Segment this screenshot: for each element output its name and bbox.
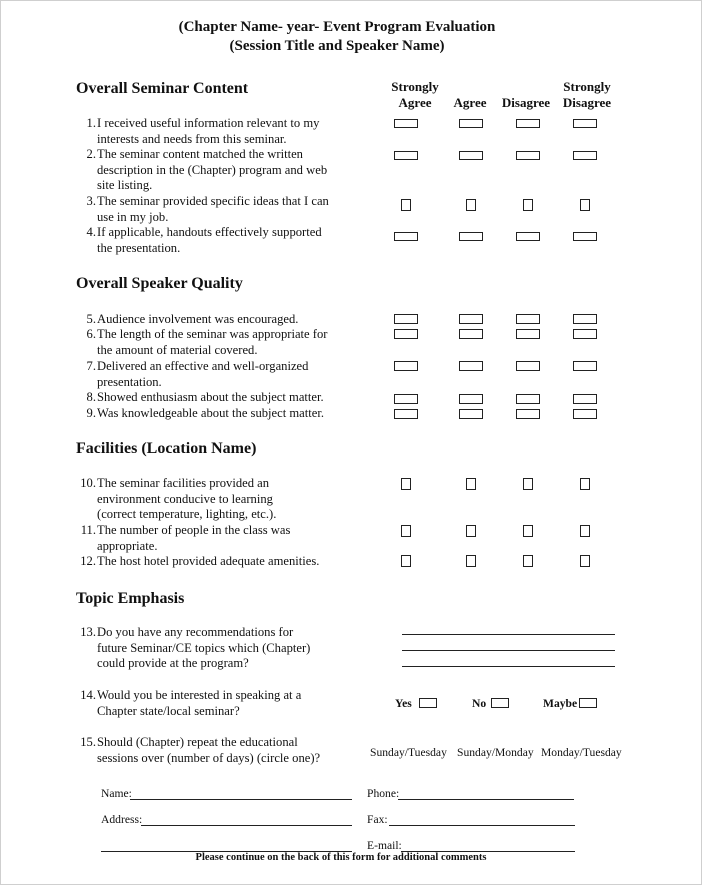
question-number: 6.: [86, 327, 96, 341]
question-number: 13.: [80, 625, 96, 639]
rating-checkbox-q10-disagree[interactable]: [523, 478, 533, 490]
rating-checkbox-q3-disagree[interactable]: [523, 199, 533, 211]
question-text-line: The number of people in the class was: [97, 523, 291, 537]
footer-note: Please continue on the back of this form for additional comments: [195, 852, 487, 863]
fax-field[interactable]: [389, 825, 575, 826]
question-text: [97, 194, 372, 225]
question-text: [97, 390, 372, 406]
question-number: 5.: [86, 312, 96, 326]
column-header-line: Agree: [398, 95, 432, 110]
q14-option-maybe-label: Maybe: [543, 697, 578, 710]
q13-answer-line[interactable]: [402, 666, 615, 667]
rating-checkbox-q6-agree[interactable]: [459, 329, 483, 339]
rating-checkbox-q2-strongly-disagree[interactable]: [573, 151, 597, 160]
question-text: [97, 735, 372, 766]
form-subtitle: (Session Title and Speaker Name): [229, 38, 445, 54]
rating-checkbox-q9-strongly-disagree[interactable]: [573, 409, 597, 419]
q13-answer-line[interactable]: [402, 650, 615, 651]
question-text: [97, 312, 372, 328]
question-number: 15.: [80, 735, 96, 749]
question-number: 4.: [86, 225, 96, 239]
rating-checkbox-q7-agree[interactable]: [459, 361, 483, 371]
question-text-line: could provide at the program?: [97, 656, 249, 670]
question-text: [97, 625, 372, 672]
question-number: 10.: [80, 476, 96, 490]
rating-checkbox-q4-disagree[interactable]: [516, 232, 540, 241]
question-text-line: the amount of material covered.: [97, 342, 258, 357]
rating-checkbox-q4-strongly-disagree[interactable]: [573, 232, 597, 241]
question-number: 3.: [86, 194, 96, 208]
question-text-line: sessions over (number of days) (circle one)?: [97, 750, 321, 765]
question-number: 8.: [86, 390, 96, 404]
rating-checkbox-q3-agree[interactable]: [466, 199, 476, 211]
rating-checkbox-q8-disagree[interactable]: [516, 394, 540, 404]
rating-checkbox-q9-agree[interactable]: [459, 409, 483, 419]
q15-option-monday-tuesday[interactable]: Monday/Tuesday: [541, 746, 622, 759]
address-field[interactable]: [141, 825, 352, 826]
rating-checkbox-q9-disagree[interactable]: [516, 409, 540, 419]
rating-checkbox-q2-agree[interactable]: [459, 151, 483, 160]
question-text-line: I received useful information relevant to my: [97, 116, 320, 130]
rating-checkbox-q12-strongly-agree[interactable]: [401, 555, 411, 567]
rating-checkbox-q10-strongly-agree[interactable]: [401, 478, 411, 490]
address-label: Address:: [101, 813, 143, 826]
question-text: [97, 688, 372, 719]
form-title: (Chapter Name- year- Event Program Evaluation: [178, 19, 496, 35]
fax-label: Fax:: [367, 813, 388, 826]
q14-option-maybe-checkbox[interactable]: [579, 698, 597, 708]
email-label: E-mail:: [367, 839, 402, 852]
question-number: 7.: [86, 359, 96, 373]
section-heading-speaker-quality: Overall Speaker Quality: [76, 275, 243, 292]
rating-checkbox-q1-agree[interactable]: [459, 119, 483, 128]
question-text-line: appropriate.: [97, 538, 158, 553]
question-text-line: Audience involvement was encouraged.: [97, 312, 299, 326]
q14-option-yes-checkbox[interactable]: [419, 698, 437, 708]
rating-checkbox-q2-disagree[interactable]: [516, 151, 540, 160]
column-header-disagree: Disagree: [501, 95, 551, 110]
q14-option-no-label: No: [472, 697, 487, 710]
column-header-line: Disagree: [562, 95, 612, 110]
question-text-line: If applicable, handouts effectively supported: [97, 225, 322, 239]
question-text-line: Would you be interested in speaking at a: [97, 688, 302, 702]
column-header-strongly-disagree: [547, 79, 627, 111]
rating-checkbox-q4-strongly-agree[interactable]: [394, 232, 418, 241]
column-header-agree: Agree: [453, 95, 487, 110]
question-number: 9.: [86, 406, 96, 420]
name-field[interactable]: [130, 799, 352, 800]
question-text-line: description in the (Chapter) program and web: [97, 162, 328, 177]
question-text-line: site listing.: [97, 178, 153, 192]
question-text-line: Delivered an effective and well-organized: [97, 359, 309, 373]
question-number: 11.: [80, 523, 96, 537]
question-text-line: Was knowledgeable about the subject matter.: [97, 406, 325, 420]
rating-checkbox-q6-strongly-disagree[interactable]: [573, 329, 597, 339]
question-text: [97, 359, 372, 390]
question-text: [97, 406, 372, 422]
rating-checkbox-q1-disagree[interactable]: [516, 119, 540, 128]
rating-checkbox-q11-agree[interactable]: [466, 525, 476, 537]
q15-option-sunday-monday[interactable]: Sunday/Monday: [457, 746, 534, 759]
rating-checkbox-q5-disagree[interactable]: [516, 314, 540, 324]
question-text: [97, 554, 372, 570]
column-header-line: Strongly: [563, 79, 611, 94]
rating-checkbox-q3-strongly-disagree[interactable]: [580, 199, 590, 211]
question-text-line: presentation.: [97, 374, 162, 389]
rating-checkbox-q11-disagree[interactable]: [523, 525, 533, 537]
rating-checkbox-q1-strongly-disagree[interactable]: [573, 119, 597, 128]
rating-checkbox-q1-strongly-agree[interactable]: [394, 119, 418, 128]
question-text: [97, 523, 372, 554]
rating-checkbox-q6-strongly-agree[interactable]: [394, 329, 418, 339]
question-text-line: use in my job.: [97, 209, 169, 224]
q13-answer-line[interactable]: [402, 634, 615, 635]
question-text: [97, 147, 372, 194]
rating-checkbox-q12-disagree[interactable]: [523, 555, 533, 567]
section-heading-seminar-content: Overall Seminar Content: [76, 80, 249, 97]
rating-checkbox-q11-strongly-disagree[interactable]: [580, 525, 590, 537]
question-text-line: (correct temperature, lighting, etc.).: [97, 507, 277, 521]
question-text: [97, 116, 372, 147]
question-text-line: The seminar provided specific ideas that I can: [97, 194, 329, 208]
question-text-line: Chapter state/local seminar?: [97, 703, 240, 718]
rating-checkbox-q8-strongly-disagree[interactable]: [573, 394, 597, 404]
question-text-line: interests and needs from this seminar.: [97, 131, 287, 146]
rating-checkbox-q4-agree[interactable]: [459, 232, 483, 241]
rating-checkbox-q10-strongly-disagree[interactable]: [580, 478, 590, 490]
q14-option-no-checkbox[interactable]: [491, 698, 509, 708]
question-text-line: The seminar facilities provided an: [97, 476, 270, 490]
rating-checkbox-q2-strongly-agree[interactable]: [394, 151, 418, 160]
question-text-line: The host hotel provided adequate amenities.: [97, 554, 320, 568]
question-number: 1.: [86, 116, 96, 130]
question-text-line: future Seminar/CE topics which (Chapter): [97, 640, 311, 655]
rating-checkbox-q8-strongly-agree[interactable]: [394, 394, 418, 404]
rating-checkbox-q3-strongly-agree[interactable]: [401, 199, 411, 211]
rating-checkbox-q7-strongly-disagree[interactable]: [573, 361, 597, 371]
rating-checkbox-q8-agree[interactable]: [459, 394, 483, 404]
rating-checkbox-q7-disagree[interactable]: [516, 361, 540, 371]
question-text: [97, 476, 372, 523]
rating-checkbox-q12-strongly-disagree[interactable]: [580, 555, 590, 567]
phone-label: Phone:: [367, 787, 400, 800]
rating-checkbox-q5-strongly-disagree[interactable]: [573, 314, 597, 324]
question-text-line: Showed enthusiasm about the subject matter.: [97, 390, 324, 404]
question-text: [97, 327, 372, 358]
question-text-line: Should (Chapter) repeat the educational: [97, 735, 298, 749]
name-label: Name:: [101, 787, 132, 800]
column-header-line: Strongly: [391, 79, 439, 94]
section-heading-topic-emphasis: Topic Emphasis: [76, 590, 185, 607]
question-text-line: The length of the seminar was appropriate for: [97, 327, 328, 341]
section-heading-facilities: Facilities (Location Name): [76, 440, 257, 457]
question-text-line: Do you have any recommendations for: [97, 625, 294, 639]
question-text-line: The seminar content matched the written: [97, 147, 303, 161]
rating-checkbox-q9-strongly-agree[interactable]: [394, 409, 418, 419]
rating-checkbox-q11-strongly-agree[interactable]: [401, 525, 411, 537]
rating-checkbox-q5-strongly-agree[interactable]: [394, 314, 418, 324]
question-number: 2.: [86, 147, 96, 161]
rating-checkbox-q6-disagree[interactable]: [516, 329, 540, 339]
rating-checkbox-q7-strongly-agree[interactable]: [394, 361, 418, 371]
question-text: [97, 225, 372, 256]
question-text-line: environment conducive to learning: [97, 491, 273, 506]
q15-option-sunday-tuesday[interactable]: Sunday/Tuesday: [370, 746, 447, 759]
rating-checkbox-q10-agree[interactable]: [466, 478, 476, 490]
question-text-line: the presentation.: [97, 240, 181, 255]
question-number: 12.: [80, 554, 96, 568]
rating-checkbox-q5-agree[interactable]: [459, 314, 483, 324]
phone-field[interactable]: [398, 799, 574, 800]
q14-option-yes-label: Yes: [395, 697, 412, 710]
question-number: 14.: [80, 688, 96, 702]
rating-checkbox-q12-agree[interactable]: [466, 555, 476, 567]
